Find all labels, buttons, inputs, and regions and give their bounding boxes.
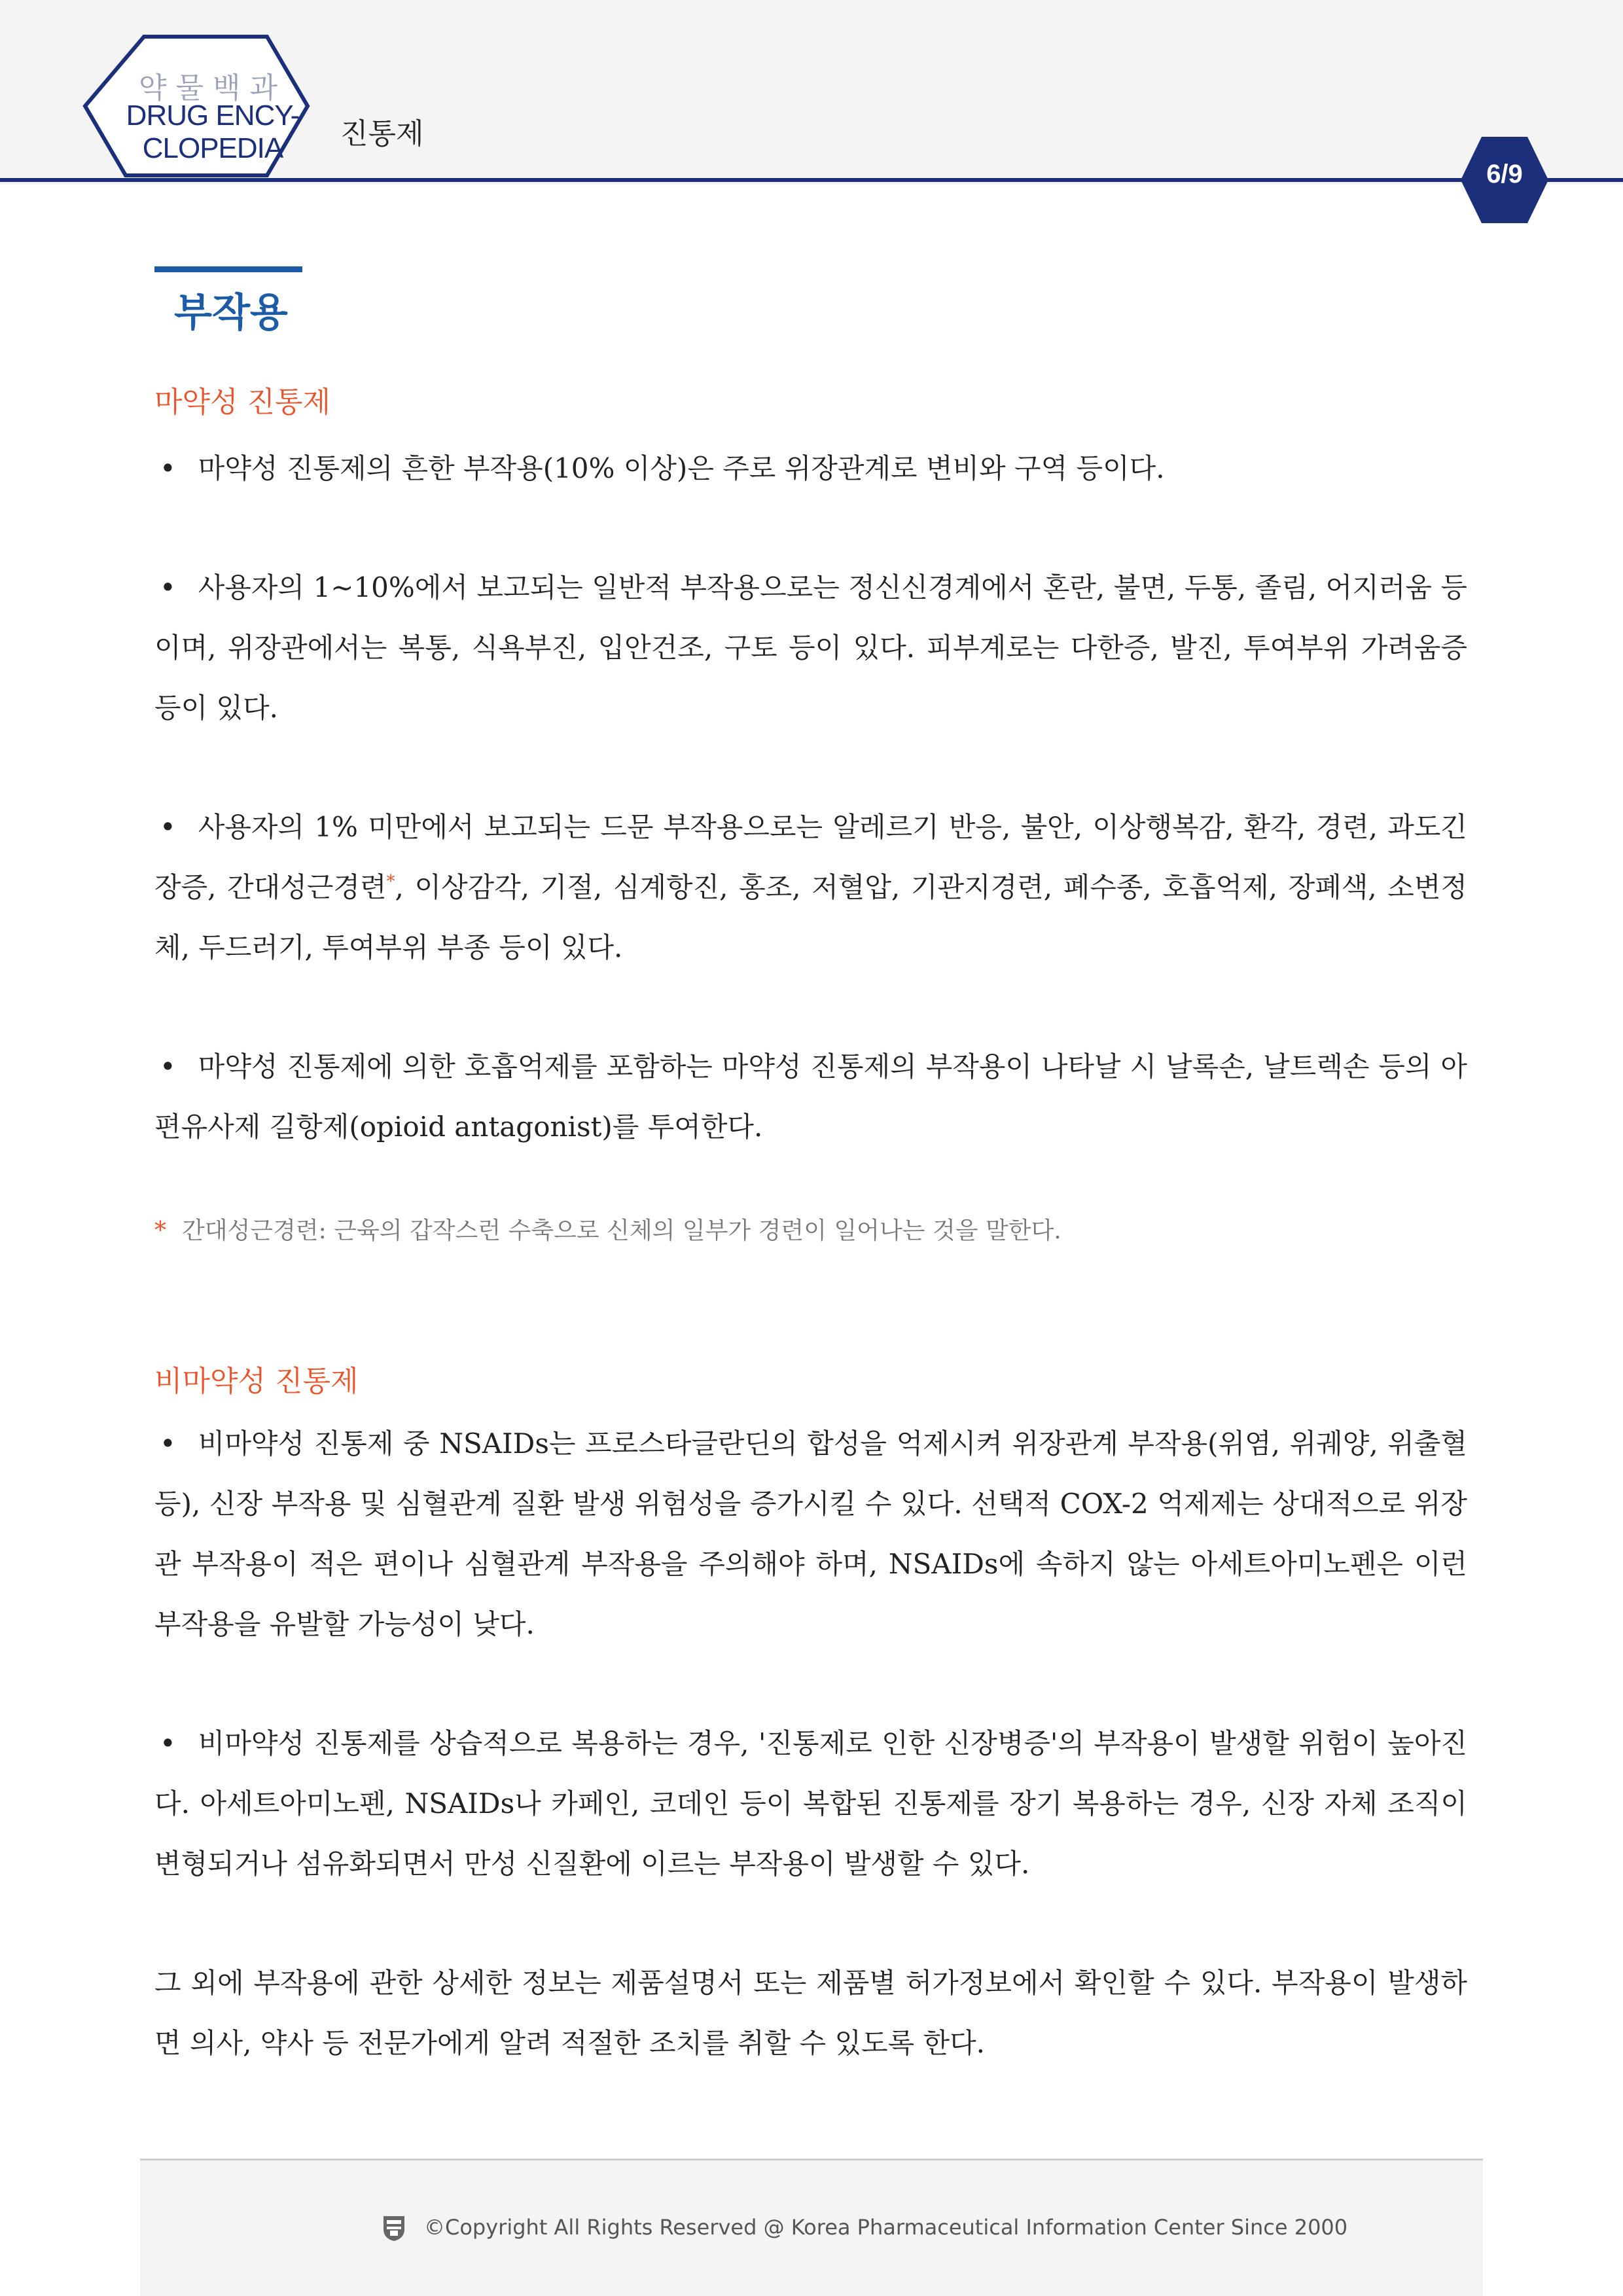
footnote-marker: * — [386, 872, 395, 891]
nonopioid-bullet-2-text: 비마약성 진통제를 상습적으로 복용하는 경우, '진통제로 인한 신장병증'의 부작용이 발생할 위험이 높아진다. 아세트아미노펜, NSAIDs나 카페인, 코데인 등이 복합된 진통제를 장기 복용하는 경우, 신장 자체 조직이 변형되거나 섬유화되면서 만성 신질환에 이르는 부작용이 발생할 수 있다. — [154, 1727, 1467, 1880]
logo-english-line2: CLOPEDIA — [142, 132, 283, 164]
nonopioid-bullet-2 — [154, 1713, 1467, 1894]
bullet-dot: • — [160, 452, 176, 484]
logo-english-text — [118, 99, 308, 165]
opioid-bullet-3-text-b: , 이상감각, 기절, 심계항진, 홍조, 저혈압, 기관지경련, 폐수종, 호흡억제, 장폐색, 소변정체, 두드러기, 투여부위 부종 등이 있다. — [154, 871, 1468, 963]
bullet-dot: • — [160, 1427, 176, 1460]
opioid-bullet-4 — [154, 1037, 1467, 1157]
section-title-bar — [154, 266, 302, 272]
opioid-bullet-2-text: 사용자의 1~10%에서 보고되는 일반적 부작용으로는 정신신경계에서 혼란, 불면, 두통, 졸림, 어지러움 등이며, 위장관에서는 복통, 식욕부진, 입안건조, 구토 등이 있다. 피부계로는 다한증, 발진, 투여부위 가려움증 등이 있다. — [154, 571, 1467, 724]
footnote-star: * — [154, 1217, 166, 1244]
footer-copyright: ©Copyright All Rights Reserved @ Korea Pharmaceutical Information Center Since 2000 — [424, 2215, 1348, 2240]
logo-english-line1: DRUG ENCY- — [126, 99, 300, 132]
nonopioid-bullet-1-text: 비마약성 진통제 중 NSAIDs는 프로스타글란딘의 합성을 억제시켜 위장관계 부작용(위염, 위궤양, 위출혈 등), 신장 부작용 및 심혈관계 질환 발생 위험성을 증가시킬 수 있다. 선택적 COX-2 억제제는 상대적으로 위장관 부작용이 적은 편이나 심혈관계 부작용을 주의해야 하며, NSAIDs에 속하지 않는 아세트아미노펜은 이런 부작용을 유발할 가능성이 낮다. — [154, 1427, 1467, 1640]
opioid-bullet-4-text: 마약성 진통제에 의한 호흡억제를 포함하는 마약성 진통제의 부작용이 나타날 시 날록손, 날트렉손 등의 아편유사제 길항제(opioid antagonist)를 투여한다. — [154, 1050, 1467, 1143]
bullet-dot: • — [160, 571, 176, 603]
logo-korean-text: 약물백과 — [138, 71, 287, 105]
opioid-bullet-2 — [154, 558, 1467, 738]
kpic-emblem-icon — [381, 2214, 407, 2242]
page-number: 6/9 — [1486, 160, 1523, 188]
opioid-bullet-3-text-a: 사용자의 1% 미만에서 보고되는 드문 부작용으로는 알레르기 반응, 불안, 이상행복감, 환각, 경련, 과도긴장증, 간대성근경련 — [154, 811, 1467, 903]
bullet-dot: • — [160, 811, 176, 843]
opioid-bullet-1-text: 마약성 진통제의 흔한 부작용(10% 이상)은 주로 위장관계로 변비와 구역 등이다. — [198, 452, 1165, 484]
bullet-dot: • — [160, 1727, 176, 1759]
opioid-bullet-3 — [154, 797, 1467, 978]
bullet-dot: • — [160, 1050, 176, 1083]
nonopioid-heading: 비마약성 진통제 — [154, 1365, 359, 1398]
opioid-heading: 마약성 진통제 — [154, 386, 331, 419]
footer-rule — [140, 2159, 1483, 2161]
nonopioid-bullet-1 — [154, 1414, 1467, 1655]
closing-paragraph: 그 외에 부작용에 관한 상세한 정보는 제품설명서 또는 제품별 허가정보에서 확인할 수 있다. 부작용이 발생하면 의사, 약사 등 전문가에게 알려 적절한 조치를 취할 수 있도록 한다. — [154, 1967, 1467, 2059]
footnote — [154, 1212, 1061, 1246]
category-title: 진통제 — [340, 117, 424, 151]
footnote-text: 간대성근경련: 근육의 갑작스런 수축으로 신체의 일부가 경련이 일어나는 것을 말한다. — [182, 1217, 1061, 1244]
opioid-bullet-1 — [154, 439, 1467, 499]
section-title: 부작용 — [174, 290, 288, 336]
